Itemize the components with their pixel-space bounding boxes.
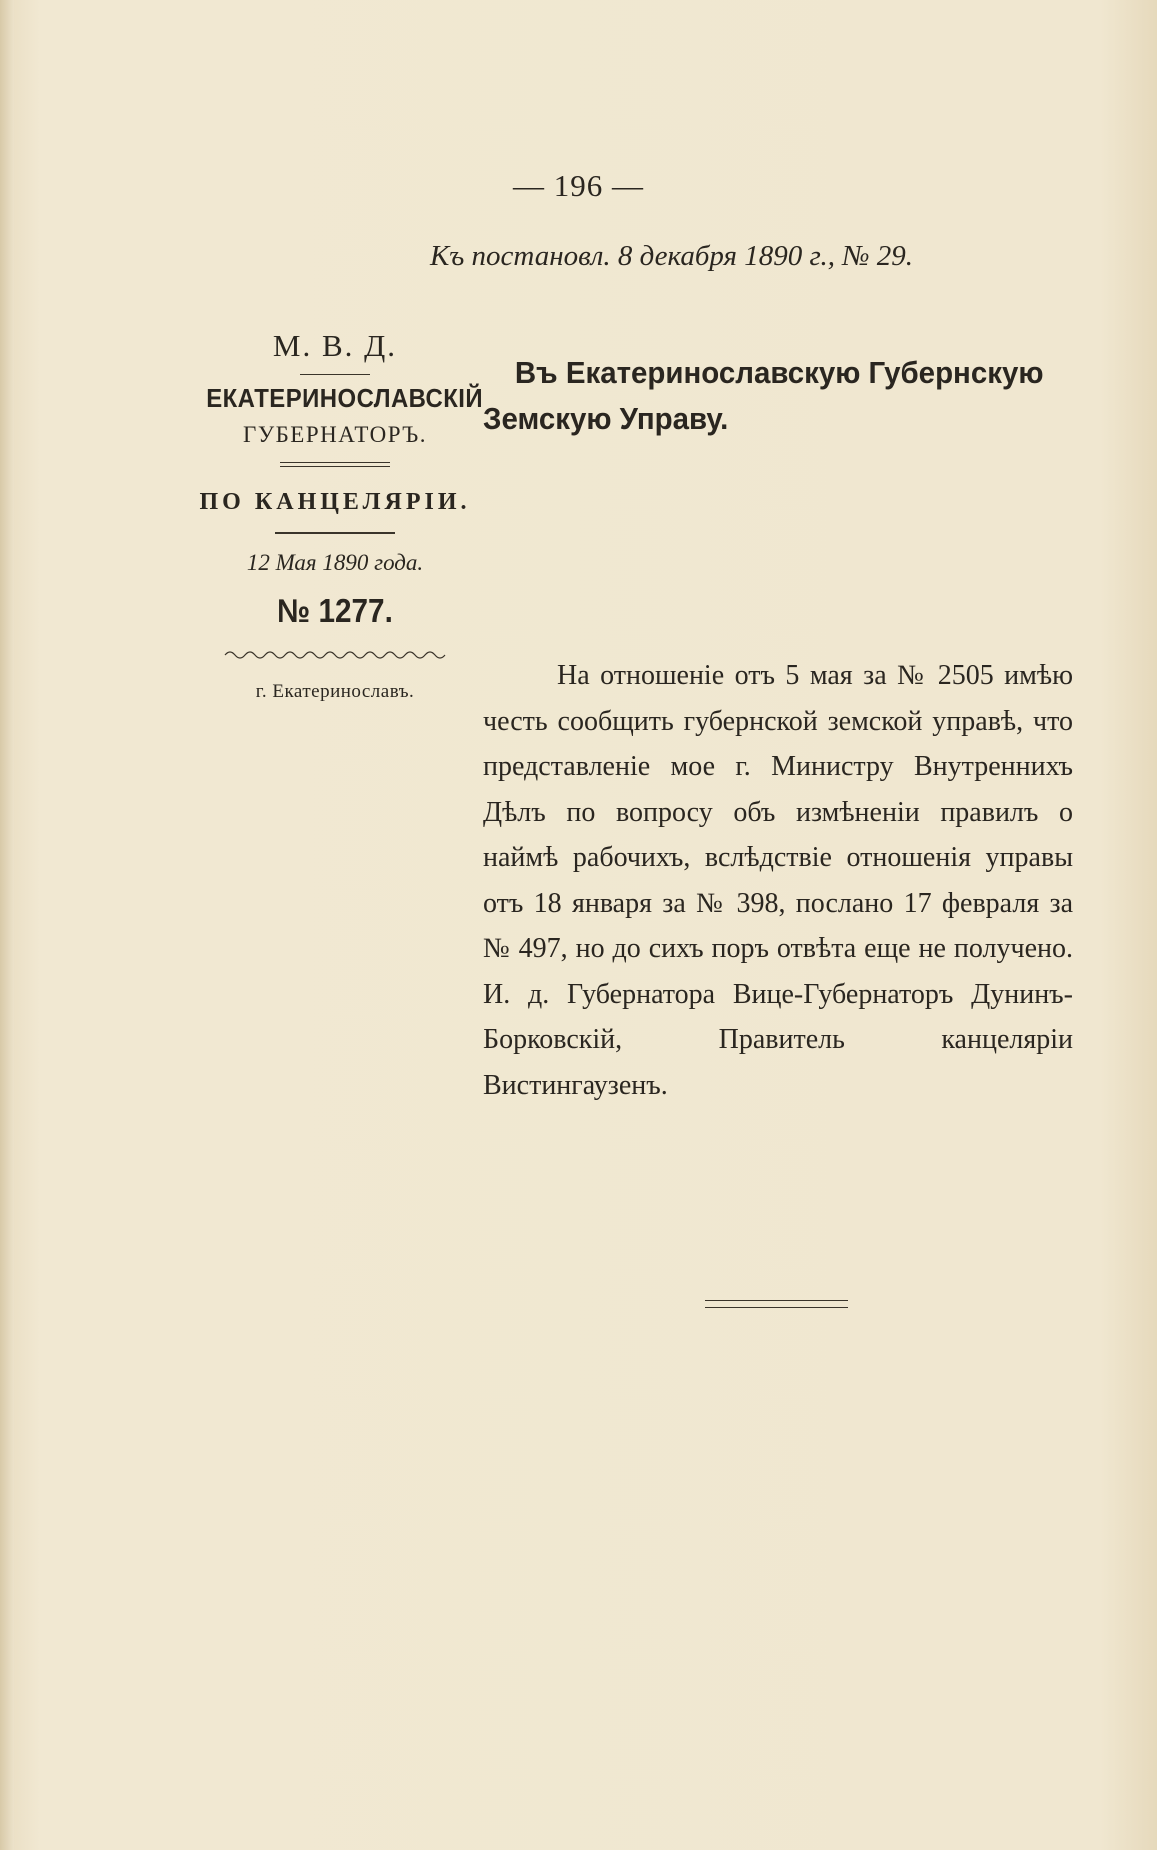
ministry-abbrev: М. В. Д. [272,328,398,363]
governor-office: ЕКАТЕРИНОСЛАВСКІЙ [206,383,484,413]
document-place: г. Екатеринославъ. [255,681,415,702]
page-edge [0,0,14,1850]
end-rule [705,1300,848,1308]
addressee-line-2: Земскую Управу. [483,401,729,436]
addressee [483,350,1044,442]
decree-reference: Къ постановл. 8 декабря 1890 г., № 29. [430,240,914,272]
sender-block [195,322,484,703]
page-number: — 196 — [513,168,644,203]
body-paragraph: На отношеніе отъ 5 мая за № 2505 имѣю честь сообщить губернской земской управѣ, что представленіе мое г. Министру Внутреннихъ Дѣлъ по вопросу объ измѣненіи правилъ о наймѣ рабочихъ, вслѣдствіе отношенія управы отъ 18 января за № 398, послано 17 февраля за № 497, но до сихъ поръ отвѣта еще не получено. И. д. Губернатора Вице-Губернаторъ Дунинъ-Борковскій, Правитель канцеляріи Вистингаузенъ. [483,660,1073,1101]
document-number: № 1277. [277,592,393,629]
governor-title: ГУБЕРНАТОРЪ. [243,422,427,447]
wavy-rule [220,648,450,662]
document-date: 12 Мая 1890 года. [246,550,424,575]
letter-body [483,653,1073,1108]
divider [275,532,395,534]
divider [300,374,370,375]
office-division: ПО КАНЦЕЛЯРІИ. [199,489,471,515]
addressee-line-1: Въ Екатеринославскую Губернскую [514,355,1044,390]
divider-double [280,462,390,467]
